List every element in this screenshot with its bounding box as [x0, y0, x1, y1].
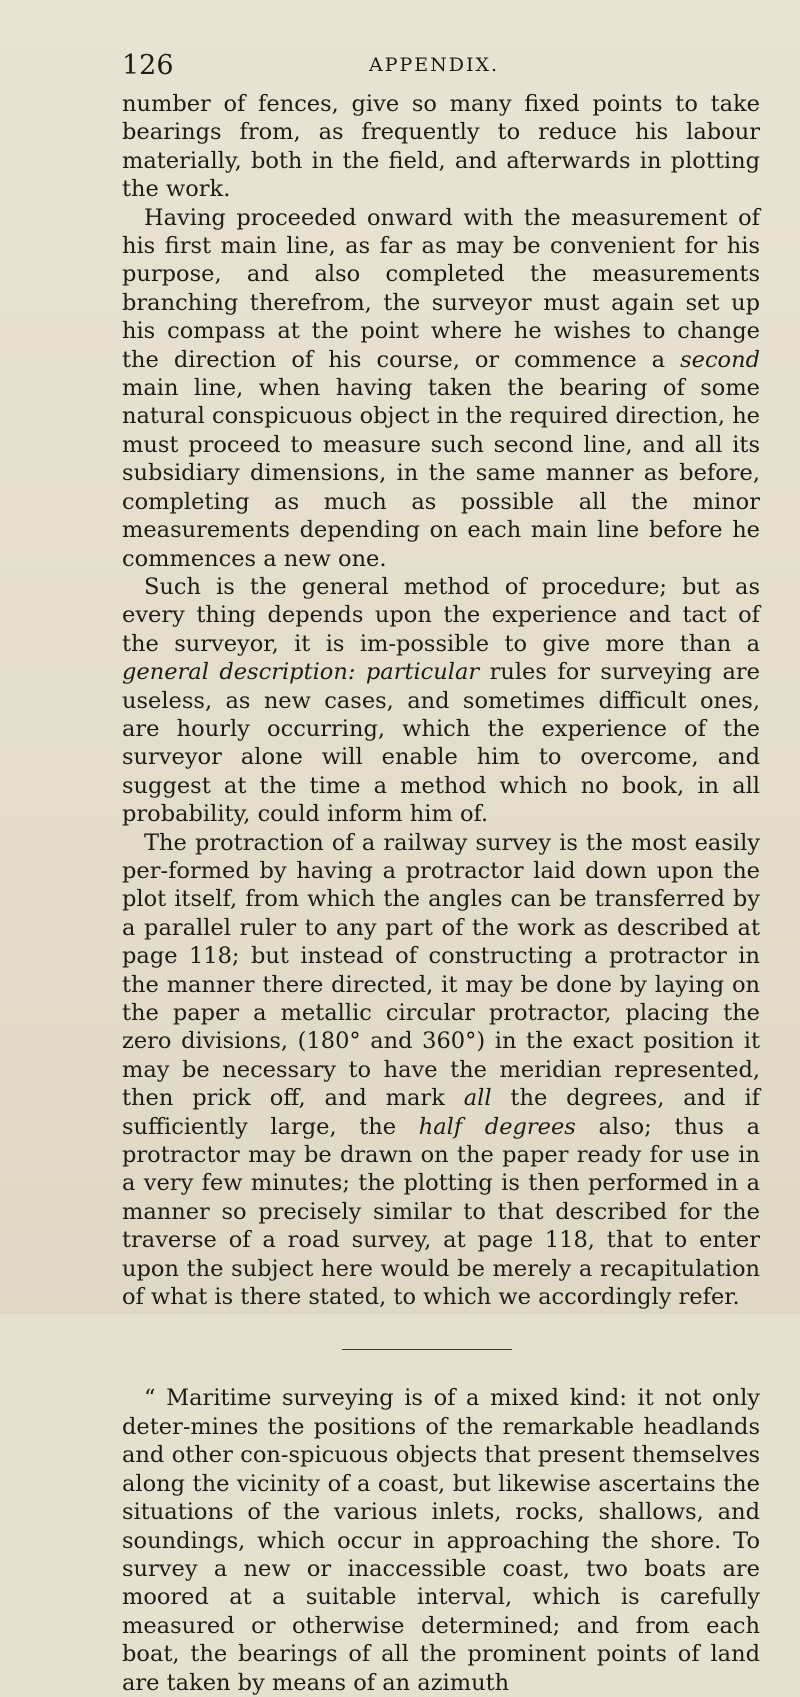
- italic-run: half degrees: [418, 1113, 576, 1140]
- text-run: Having proceeded onward with the measurement of his first main line, as far as may be convenient for his purpose, and also completed the measurements branching therefrom, the surveyor must again set up his compass at the point where he wishes to change the direction of his course, or commence a: [122, 204, 760, 373]
- paragraph-fences-continuation: [122, 90, 760, 204]
- running-head: [122, 50, 760, 90]
- text-run: Such is the general method of procedure; but as every thing depends upon the experience and tact of the surveyor, it is im-possible to give more than a: [122, 573, 760, 657]
- paragraph-second-main-line: [122, 204, 760, 573]
- page-number: 126: [122, 50, 174, 81]
- text-run: also; thus a protractor may be drawn on the paper ready for use in a very few minutes; the plotting is then performed in a manner so precisely similar to that described for the traverse of a road survey, at page 118, that to enter upon the subject here would be merely a recapitulation of what is there stated, to which we accordingly refer.: [122, 1113, 760, 1311]
- paragraph-protraction: [122, 829, 760, 1312]
- paragraph-maritime-surveying: [122, 1384, 760, 1696]
- running-title: APPENDIX.: [369, 54, 500, 76]
- text-run: main line, when having taken the bearing of some natural conspicuous object in the required direction, he must proceed to measure such second line, and all its subsidiary dimensions, in the same manner as before, completing as much as possible all the minor measurements depending on each main line before he commences a new one.: [122, 375, 760, 572]
- text-run: rules for surveying are useless, as new cases, and sometimes difficult ones, are hourly occurring, which the experience of the surveyor alone will enable him to overcome, and suggest at the time a method which no book, in all probability, could inform him of.: [122, 659, 760, 828]
- text-run: “ Maritime surveying is of a mixed kind: it not only deter-mines the positions of the remarkable headlands and other con-spicuous objects that present themselves along the vicinity of a coast, but likewise ascertains the situations of the various inlets, rocks, shallows, and soundings, which occur in approaching the shore. To survey a new or inaccessible coast, two boats are moored at a suitable interval, which is carefully measured or otherwise determined; and from each boat, the bearings of all the prominent points of land are taken by means of an azimuth: [122, 1385, 760, 1696]
- paragraph-general-method: [122, 573, 760, 829]
- section-divider: [342, 1349, 512, 1350]
- italic-run: second: [680, 346, 760, 373]
- text-run: The protraction of a railway survey is the most easily per-formed by having a protractor laid down upon the plot itself, from which the angles can be transferred by a parallel ruler to any part of the work as described at page 118; but instead of constructing a protractor in the manner there directed, it may be done by laying on the paper a metallic circular protractor, placing the zero divisions, (180° and 360°) in the exact position it may be necessary to have the meridian represented, then prick off, and mark: [122, 829, 760, 1112]
- italic-run: general description: particular: [122, 659, 480, 686]
- text-run: number of fences, give so many fixed points to take bearings from, as frequently to reduce his labour materially, both in the field, and afterwards in plotting the work.: [122, 91, 760, 203]
- text-run: the degrees, and if sufficiently large, the: [122, 1085, 760, 1140]
- italic-run: all: [463, 1085, 492, 1112]
